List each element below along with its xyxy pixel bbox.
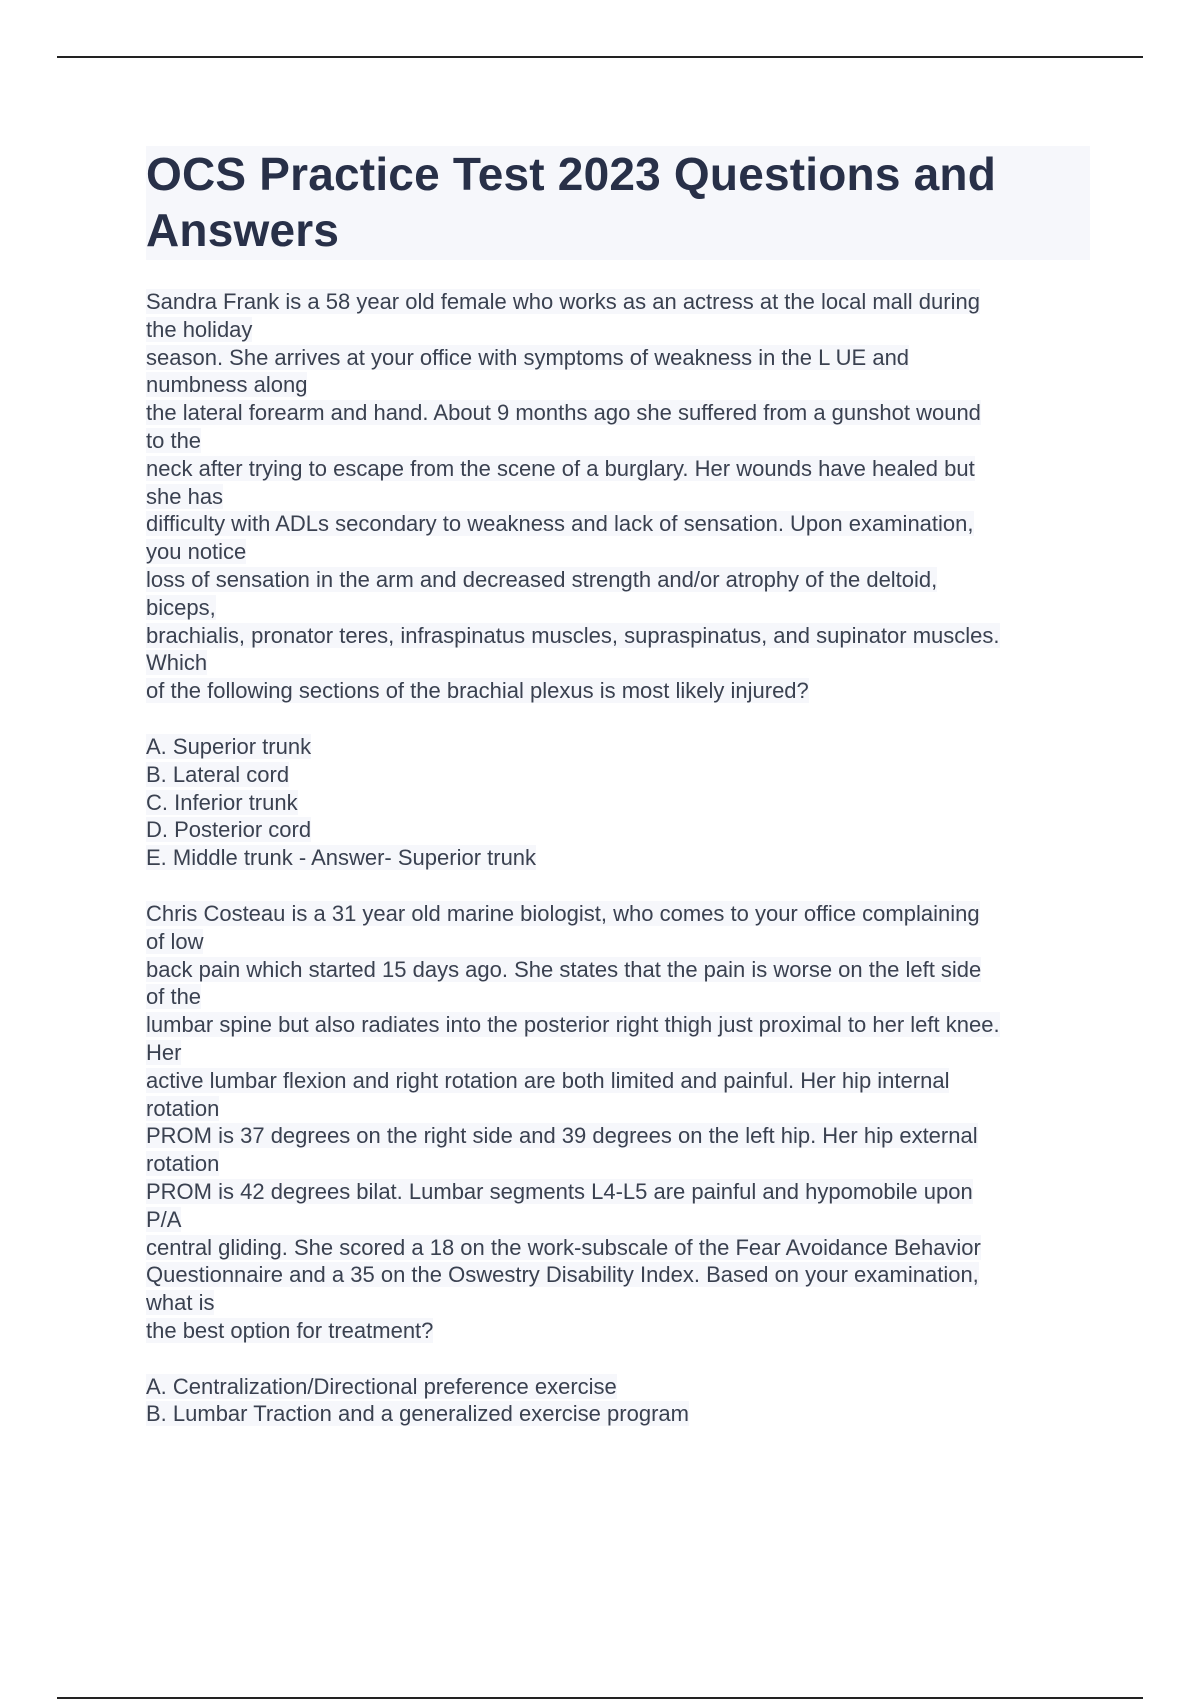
question-2-stem <box>146 900 1090 1345</box>
question-text-line: to the <box>146 427 202 453</box>
question-1-options <box>146 733 1090 872</box>
question-text-line: P/A <box>146 1206 182 1232</box>
question-text-line: brachialis, pronator teres, infraspinatus muscles, supraspinatus, and supinator muscles. <box>146 622 1000 648</box>
question-1-stem <box>146 288 1090 705</box>
question-2-options <box>146 1373 1090 1429</box>
question-text-line: of the <box>146 984 202 1010</box>
question-text-line: the lateral forearm and hand. About 9 months ago she suffered from a gunshot wound <box>146 400 981 426</box>
question-text-line: you notice <box>146 539 247 565</box>
answer-option: E. Middle trunk - Answer- Superior trunk <box>146 845 537 871</box>
question-text-line: neck after trying to escape from the scene of a burglary. Her wounds have healed but <box>146 455 975 481</box>
question-text-line: of low <box>146 928 204 954</box>
page-content <box>146 146 1090 1428</box>
question-text-line: Which <box>146 650 208 676</box>
answer-option: D. Posterior cord <box>146 817 312 843</box>
question-text-line: Questionnaire and a 35 on the Oswestry Disability Index. Based on your examination, <box>146 1262 979 1288</box>
question-1 <box>146 288 1090 872</box>
question-text-line: what is <box>146 1290 215 1316</box>
question-text-line: difficulty with ADLs secondary to weakness and lack of sensation. Upon examination, <box>146 511 974 537</box>
spacer <box>146 1345 1090 1373</box>
title-line-2: Answers <box>146 204 340 256</box>
question-text-line: Chris Costeau is a 31 year old marine biologist, who comes to your office complaining <box>146 900 980 926</box>
question-text-line: rotation <box>146 1151 220 1177</box>
question-text-line: season. She arrives at your office with symptoms of weakness in the L UE and <box>146 344 910 370</box>
question-text-line: Her <box>146 1039 182 1065</box>
spacer <box>146 705 1090 733</box>
title-block <box>146 146 1090 260</box>
question-text-line: the best option for treatment? <box>146 1317 434 1343</box>
title-line-1: OCS Practice Test 2023 Questions and <box>146 148 997 200</box>
question-text-line: numbness along <box>146 372 308 398</box>
question-text-line: PROM is 37 degrees on the right side and 39 degrees on the left hip. Her hip external <box>146 1123 978 1149</box>
question-text-line: biceps, <box>146 594 216 620</box>
question-text-line: central gliding. She scored a 18 on the work-subscale of the Fear Avoidance Behavior <box>146 1234 981 1260</box>
answer-option: A. Centralization/Directional preference exercise <box>146 1373 617 1399</box>
question-2 <box>146 900 1090 1428</box>
answer-option: A. Superior trunk <box>146 733 312 759</box>
bottom-rule <box>57 1697 1143 1699</box>
document-title <box>146 146 1090 258</box>
top-rule <box>57 56 1143 58</box>
question-text-line: rotation <box>146 1095 220 1121</box>
question-text-line: the holiday <box>146 316 253 342</box>
answer-option: B. Lumbar Traction and a generalized exercise program <box>146 1401 689 1427</box>
answer-option: B. Lateral cord <box>146 761 290 787</box>
question-text-line: of the following sections of the brachial plexus is most likely injured? <box>146 678 809 704</box>
question-text-line: she has <box>146 483 224 509</box>
question-text-line: active lumbar flexion and right rotation are both limited and painful. Her hip internal <box>146 1067 950 1093</box>
spacer <box>146 872 1090 900</box>
question-text-line: loss of sensation in the arm and decreased strength and/or atrophy of the deltoid, <box>146 566 938 592</box>
question-text-line: PROM is 42 degrees bilat. Lumbar segments L4-L5 are painful and hypomobile upon <box>146 1178 973 1204</box>
question-text-line: Sandra Frank is a 58 year old female who works as an actress at the local mall during <box>146 289 980 314</box>
question-text-line: back pain which started 15 days ago. She states that the pain is worse on the left side <box>146 956 982 982</box>
answer-option: C. Inferior trunk <box>146 789 298 815</box>
question-text-line: lumbar spine but also radiates into the posterior right thigh just proximal to her left knee. <box>146 1012 1000 1038</box>
